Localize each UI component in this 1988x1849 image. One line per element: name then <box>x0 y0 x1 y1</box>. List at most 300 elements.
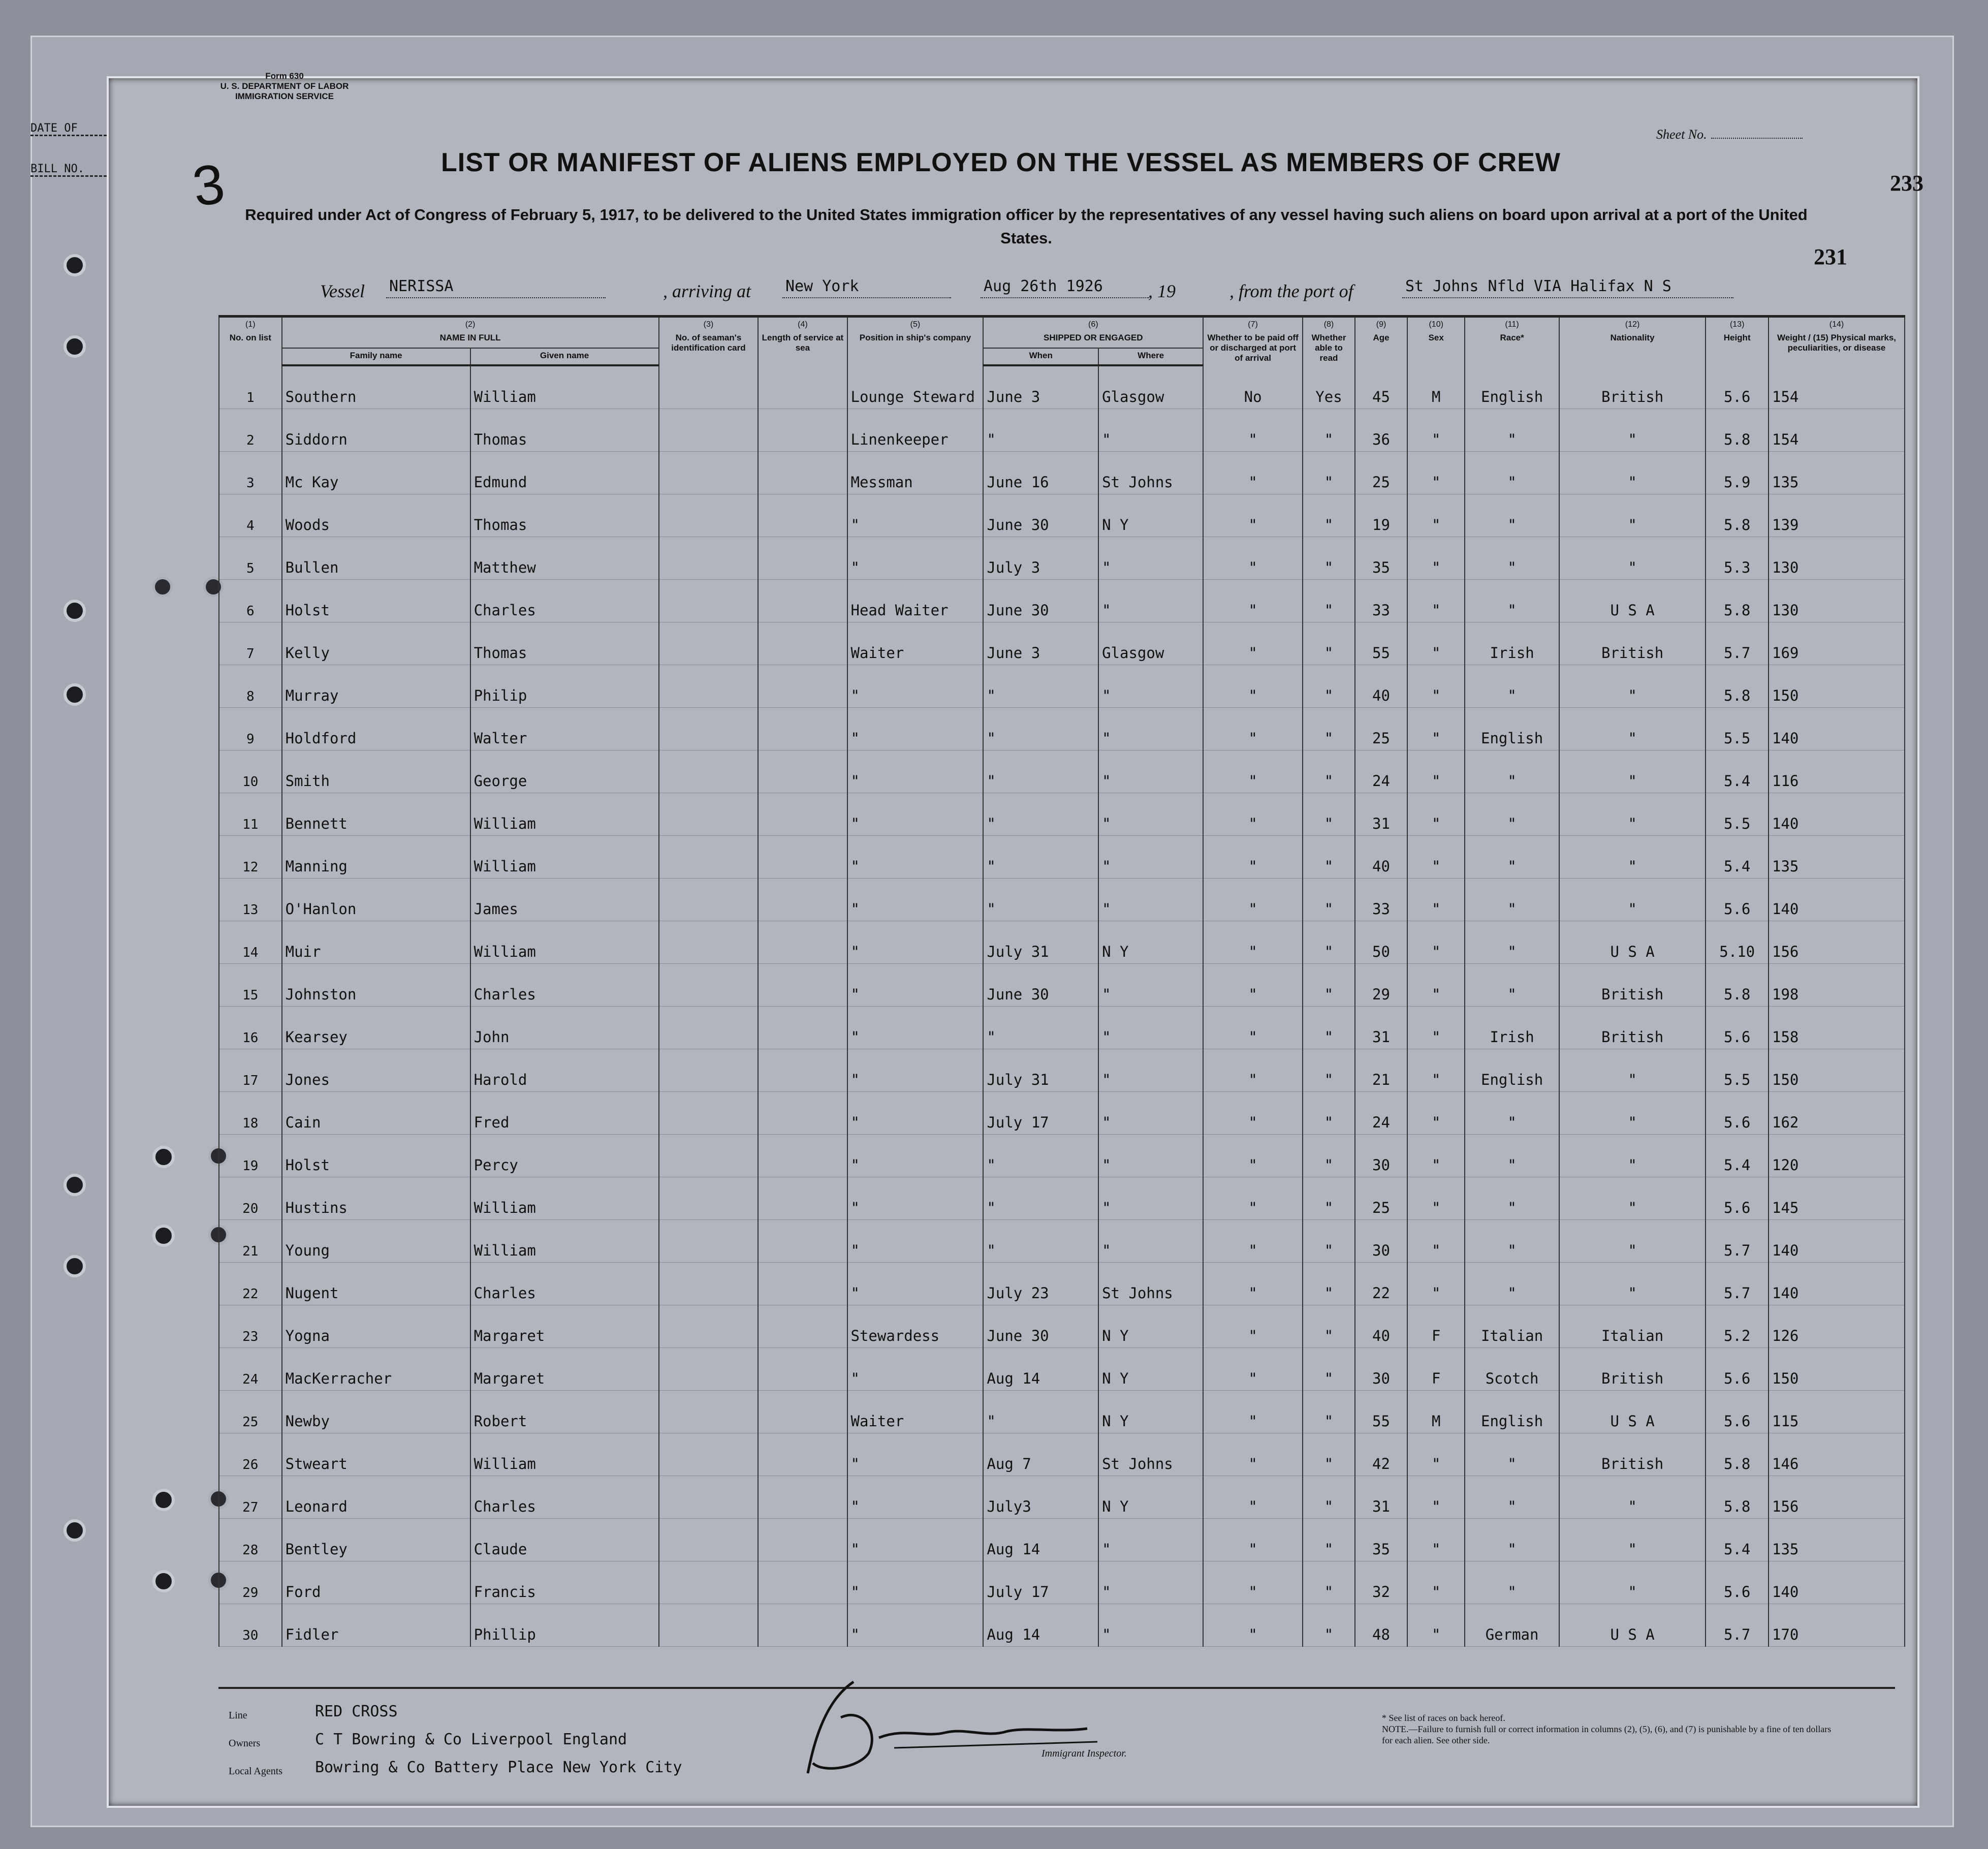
cell-nationality: " <box>1559 1177 1706 1220</box>
cell-height: 5.10 <box>1706 921 1769 964</box>
header-nationality: (12) Nationality <box>1559 317 1706 366</box>
cell-id-card <box>659 1604 759 1647</box>
cell-service-length <box>758 921 847 964</box>
owners-value: C T Bowring & Co Liverpool England <box>315 1731 627 1748</box>
cell-height: 5.6 <box>1706 1007 1769 1049</box>
cell-family-name: Nugent <box>282 1263 470 1305</box>
cell-shipped-where: St Johns <box>1098 452 1203 494</box>
cell-shipped-where: " <box>1098 879 1203 921</box>
cell-family-name: Mc Kay <box>282 452 470 494</box>
cell-race: " <box>1465 409 1559 452</box>
cell-race: English <box>1465 365 1559 409</box>
cell-able-to-read: " <box>1303 580 1355 622</box>
cell-family-name: Bentley <box>282 1519 470 1561</box>
service-name: IMMIGRATION SERVICE <box>235 91 334 101</box>
cell-shipped-when: June 30 <box>983 580 1098 622</box>
cell-id-card <box>659 365 759 409</box>
cell-age: 45 <box>1355 365 1407 409</box>
header-service-length: (4) Length of service at sea <box>758 317 847 366</box>
cell-race: " <box>1465 750 1559 793</box>
punch-hole <box>64 1174 86 1196</box>
cell-paid-off: " <box>1203 793 1303 836</box>
cell-family-name: Stweart <box>282 1433 470 1476</box>
cell-weight: 169 <box>1769 622 1905 665</box>
cell-paid-off: " <box>1203 452 1303 494</box>
cell-position: " <box>847 750 984 793</box>
cell-sex: " <box>1407 1092 1465 1135</box>
cell-race: " <box>1465 452 1559 494</box>
cell-age: 40 <box>1355 665 1407 708</box>
cell-weight: 158 <box>1769 1007 1905 1049</box>
cell-weight: 130 <box>1769 580 1905 622</box>
cell-nationality: U S A <box>1559 921 1706 964</box>
header-row <box>219 317 1905 349</box>
cell-paid-off: " <box>1203 1135 1303 1177</box>
cell-shipped-when: " <box>983 1220 1098 1263</box>
table-row <box>219 580 1905 622</box>
cell-able-to-read: " <box>1303 750 1355 793</box>
table-row <box>219 537 1905 580</box>
cell-position: " <box>847 1220 984 1263</box>
cell-id-card <box>659 1519 759 1561</box>
cell-height: 5.8 <box>1706 1476 1769 1519</box>
cell-height: 5.4 <box>1706 836 1769 879</box>
punch-hole <box>64 254 86 276</box>
cell-able-to-read: " <box>1303 1305 1355 1348</box>
cell-height: 5.4 <box>1706 1519 1769 1561</box>
cell-shipped-where: " <box>1098 1049 1203 1092</box>
cell-age: 24 <box>1355 1092 1407 1135</box>
cell-service-length <box>758 1007 847 1049</box>
cell-shipped-where: " <box>1098 750 1203 793</box>
punch-hole <box>64 600 86 622</box>
cell-shipped-where: " <box>1098 1561 1203 1604</box>
cell-given-name: Charles <box>470 580 659 622</box>
cell-sex: " <box>1407 879 1465 921</box>
cell-paid-off: " <box>1203 1092 1303 1135</box>
cell-given-name: Margaret <box>470 1305 659 1348</box>
cell-nationality: " <box>1559 836 1706 879</box>
cell-service-length <box>758 494 847 537</box>
table-row <box>219 1092 1905 1135</box>
arriving-at: New York <box>782 277 951 298</box>
cell-weight: 140 <box>1769 793 1905 836</box>
cell-service-length <box>758 1476 847 1519</box>
cell-race: Irish <box>1465 1007 1559 1049</box>
cell-race: " <box>1465 1476 1559 1519</box>
department-name: U. S. DEPARTMENT OF LABOR <box>220 81 349 91</box>
cell-service-length <box>758 1433 847 1476</box>
cell-given-name: William <box>470 365 659 409</box>
cell-service-length <box>758 1519 847 1561</box>
cell-shipped-when: " <box>983 1177 1098 1220</box>
cell-sex: " <box>1407 1220 1465 1263</box>
cell-age: 25 <box>1355 452 1407 494</box>
cell-weight: 140 <box>1769 879 1905 921</box>
cell-able-to-read: " <box>1303 494 1355 537</box>
cell-race: Irish <box>1465 622 1559 665</box>
punch-hole <box>64 1519 86 1542</box>
cell-sex: " <box>1407 1049 1465 1092</box>
cell-service-length <box>758 1305 847 1348</box>
cell-weight: 115 <box>1769 1391 1905 1433</box>
cell-position: Head Waiter <box>847 580 984 622</box>
header-read: (8) Whether able to read <box>1303 317 1355 366</box>
cell-able-to-read: " <box>1303 1049 1355 1092</box>
cell-sex: " <box>1407 409 1465 452</box>
cell-position: Lounge Steward <box>847 365 984 409</box>
cell-able-to-read: " <box>1303 921 1355 964</box>
stamped-number-233: 233 <box>1890 171 1923 196</box>
cell-service-length <box>758 1561 847 1604</box>
punch-hole <box>152 1570 175 1592</box>
cell-shipped-when: July3 <box>983 1476 1098 1519</box>
cell-race: " <box>1465 1092 1559 1135</box>
cell-height: 5.6 <box>1706 879 1769 921</box>
table-row <box>219 1007 1905 1049</box>
note-penalty: NOTE.—Failure to furnish full or correct information in columns (2), (5), (6), and (7) is punishable by a fine of ten dollars for each alien. See other side. <box>1382 1724 1832 1745</box>
cell-position: Messman <box>847 452 984 494</box>
cell-age: 42 <box>1355 1433 1407 1476</box>
table-row <box>219 1433 1905 1476</box>
cell-able-to-read: " <box>1303 1476 1355 1519</box>
header-height: (13) Height <box>1706 317 1769 366</box>
cell-sex: " <box>1407 1519 1465 1561</box>
cell-given-name: Matthew <box>470 537 659 580</box>
cell-paid-off: " <box>1203 1561 1303 1604</box>
table-row <box>219 1561 1905 1604</box>
cell-height: 5.5 <box>1706 708 1769 750</box>
cell-sex: M <box>1407 365 1465 409</box>
cell-row-number: 6 <box>219 580 282 622</box>
header-id-card: (3) No. of seaman's identification card <box>659 317 759 366</box>
cell-race: " <box>1465 1220 1559 1263</box>
cell-paid-off: " <box>1203 1177 1303 1220</box>
cell-age: 25 <box>1355 1177 1407 1220</box>
cell-sex: " <box>1407 1476 1465 1519</box>
cell-given-name: Phillip <box>470 1604 659 1647</box>
cell-sex: " <box>1407 836 1465 879</box>
cell-weight: 139 <box>1769 494 1905 537</box>
cell-paid-off: " <box>1203 1604 1303 1647</box>
cell-row-number: 30 <box>219 1604 282 1647</box>
cell-sex: " <box>1407 452 1465 494</box>
cell-weight: 140 <box>1769 1263 1905 1305</box>
cell-id-card <box>659 1049 759 1092</box>
cell-id-card <box>659 1092 759 1135</box>
cell-race: " <box>1465 879 1559 921</box>
cell-shipped-when: June 30 <box>983 964 1098 1007</box>
table-row <box>219 750 1905 793</box>
cell-shipped-where: " <box>1098 836 1203 879</box>
cell-family-name: Fidler <box>282 1604 470 1647</box>
cell-age: 36 <box>1355 409 1407 452</box>
cell-paid-off: " <box>1203 1348 1303 1391</box>
cell-family-name: Kelly <box>282 622 470 665</box>
cell-paid-off: No <box>1203 365 1303 409</box>
table-row <box>219 452 1905 494</box>
cell-race: German <box>1465 1604 1559 1647</box>
cell-sex: " <box>1407 1433 1465 1476</box>
cell-nationality: " <box>1559 409 1706 452</box>
cell-height: 5.7 <box>1706 1263 1769 1305</box>
cell-nationality: " <box>1559 494 1706 537</box>
cell-race: Scotch <box>1465 1348 1559 1391</box>
header-family-name: Family name <box>282 348 470 365</box>
cell-nationality: U S A <box>1559 1604 1706 1647</box>
cell-sex: M <box>1407 1391 1465 1433</box>
cell-age: 25 <box>1355 708 1407 750</box>
cell-sex: " <box>1407 750 1465 793</box>
cell-height: 5.7 <box>1706 1220 1769 1263</box>
cell-service-length <box>758 1220 847 1263</box>
cell-paid-off: " <box>1203 1305 1303 1348</box>
cell-able-to-read: " <box>1303 1391 1355 1433</box>
cell-sex: " <box>1407 964 1465 1007</box>
cell-able-to-read: " <box>1303 708 1355 750</box>
note-races: * See list of races on back hereof. <box>1382 1713 1505 1723</box>
cell-shipped-where: " <box>1098 964 1203 1007</box>
cell-paid-off: " <box>1203 1391 1303 1433</box>
cell-paid-off: " <box>1203 409 1303 452</box>
cell-given-name: William <box>470 921 659 964</box>
cell-height: 5.7 <box>1706 622 1769 665</box>
cell-age: 33 <box>1355 879 1407 921</box>
cell-given-name: William <box>470 1220 659 1263</box>
cell-row-number: 24 <box>219 1348 282 1391</box>
inspector-signature <box>793 1672 1108 1783</box>
cell-age: 19 <box>1355 494 1407 537</box>
cell-sex: " <box>1407 1263 1465 1305</box>
cell-given-name: Claude <box>470 1519 659 1561</box>
cell-service-length <box>758 964 847 1007</box>
table-row <box>219 1519 1905 1561</box>
cell-shipped-when: " <box>983 836 1098 879</box>
cell-weight: 126 <box>1769 1305 1905 1348</box>
cell-shipped-where: " <box>1098 409 1203 452</box>
cell-nationality: " <box>1559 879 1706 921</box>
cell-weight: 150 <box>1769 665 1905 708</box>
cell-weight: 170 <box>1769 1604 1905 1647</box>
cell-family-name: Holst <box>282 1135 470 1177</box>
cell-shipped-where: " <box>1098 1220 1203 1263</box>
cell-age: 48 <box>1355 1604 1407 1647</box>
cell-nationality: British <box>1559 622 1706 665</box>
cell-id-card <box>659 964 759 1007</box>
cell-shipped-when: Aug 7 <box>983 1433 1098 1476</box>
cell-height: 5.6 <box>1706 1092 1769 1135</box>
year-label: , 19 <box>1148 281 1176 301</box>
cell-age: 40 <box>1355 1305 1407 1348</box>
cell-family-name: Leonard <box>282 1476 470 1519</box>
cell-service-length <box>758 365 847 409</box>
cell-race: " <box>1465 1433 1559 1476</box>
owners-label: Owners <box>229 1738 261 1749</box>
punch-hole <box>152 1225 175 1247</box>
cell-shipped-where: N Y <box>1098 1305 1203 1348</box>
from-port-label: , from the port of <box>1229 281 1353 301</box>
cell-paid-off: " <box>1203 537 1303 580</box>
cell-shipped-when: " <box>983 750 1098 793</box>
cell-race: Italian <box>1465 1305 1559 1348</box>
cell-able-to-read: " <box>1303 1433 1355 1476</box>
cell-given-name: Philip <box>470 665 659 708</box>
cell-paid-off: " <box>1203 750 1303 793</box>
cell-weight: 150 <box>1769 1348 1905 1391</box>
cell-age: 55 <box>1355 622 1407 665</box>
owners-field <box>229 1731 627 1749</box>
cell-nationality: " <box>1559 537 1706 580</box>
cell-height: 5.6 <box>1706 1177 1769 1220</box>
cell-shipped-where: " <box>1098 708 1203 750</box>
cell-weight: 140 <box>1769 1561 1905 1604</box>
header-when: When <box>983 348 1098 365</box>
cell-shipped-when: Aug 14 <box>983 1519 1098 1561</box>
cell-id-card <box>659 1348 759 1391</box>
cell-sex: " <box>1407 580 1465 622</box>
cell-row-number: 20 <box>219 1177 282 1220</box>
cell-sex: " <box>1407 1007 1465 1049</box>
inspector-label: Immigrant Inspector. <box>1042 1748 1127 1759</box>
cell-paid-off: " <box>1203 1007 1303 1049</box>
cell-row-number: 17 <box>219 1049 282 1092</box>
cell-shipped-when: " <box>983 879 1098 921</box>
cell-nationality: " <box>1559 1476 1706 1519</box>
cell-weight: 156 <box>1769 1476 1905 1519</box>
cell-id-card <box>659 879 759 921</box>
cell-height: 5.8 <box>1706 580 1769 622</box>
cell-given-name: Thomas <box>470 494 659 537</box>
cell-weight: 130 <box>1769 537 1905 580</box>
cell-shipped-when: " <box>983 1135 1098 1177</box>
cell-shipped-when: July 17 <box>983 1092 1098 1135</box>
cell-family-name: Hustins <box>282 1177 470 1220</box>
cell-id-card <box>659 494 759 537</box>
cell-shipped-where: " <box>1098 1519 1203 1561</box>
cell-position: " <box>847 921 984 964</box>
vessel-label: Vessel <box>320 281 365 301</box>
header-race: (11) Race* <box>1465 317 1559 366</box>
cell-age: 31 <box>1355 793 1407 836</box>
cell-shipped-where: " <box>1098 1135 1203 1177</box>
header-position: (5) Position in ship's company <box>847 317 984 366</box>
cell-service-length <box>758 1092 847 1135</box>
cell-shipped-when: " <box>983 1391 1098 1433</box>
cell-given-name: William <box>470 1433 659 1476</box>
table-row <box>219 964 1905 1007</box>
cell-shipped-where: " <box>1098 537 1203 580</box>
cell-nationality: " <box>1559 1519 1706 1561</box>
cell-position: " <box>847 494 984 537</box>
header-name: (2) NAME IN FULL <box>282 317 659 349</box>
cell-sex: " <box>1407 494 1465 537</box>
cell-race: " <box>1465 1519 1559 1561</box>
cell-row-number: 25 <box>219 1391 282 1433</box>
cell-position: Stewardess <box>847 1305 984 1348</box>
cell-paid-off: " <box>1203 580 1303 622</box>
back-sheet-stub <box>30 122 117 203</box>
cell-weight: 135 <box>1769 1519 1905 1561</box>
cell-family-name: Johnston <box>282 964 470 1007</box>
cell-shipped-when: Aug 14 <box>983 1604 1098 1647</box>
cell-shipped-when: " <box>983 793 1098 836</box>
cell-race: " <box>1465 1135 1559 1177</box>
cell-given-name: Robert <box>470 1391 659 1433</box>
form-identifier <box>198 71 371 102</box>
cell-age: 50 <box>1355 921 1407 964</box>
cell-row-number: 5 <box>219 537 282 580</box>
cell-paid-off: " <box>1203 1220 1303 1263</box>
table-row <box>219 365 1905 409</box>
cell-nationality: " <box>1559 750 1706 793</box>
stub-bill-label: BILL NO. <box>30 163 107 177</box>
crew-manifest-table <box>218 315 1905 1647</box>
cell-age: 30 <box>1355 1135 1407 1177</box>
punch-hole <box>64 1255 86 1277</box>
cell-age: 35 <box>1355 1519 1407 1561</box>
cell-shipped-when: " <box>983 1007 1098 1049</box>
cell-service-length <box>758 1135 847 1177</box>
cell-service-length <box>758 1263 847 1305</box>
cell-able-to-read: " <box>1303 1092 1355 1135</box>
cell-family-name: Woods <box>282 494 470 537</box>
cell-id-card <box>659 1177 759 1220</box>
cell-position: Waiter <box>847 1391 984 1433</box>
cell-race: " <box>1465 921 1559 964</box>
cell-id-card <box>659 1433 759 1476</box>
cell-nationality: U S A <box>1559 580 1706 622</box>
cell-position: " <box>847 1604 984 1647</box>
cell-family-name: O'Hanlon <box>282 879 470 921</box>
cell-weight: 120 <box>1769 1135 1905 1177</box>
table-row <box>219 1305 1905 1348</box>
cell-position: " <box>847 1519 984 1561</box>
cell-race: " <box>1465 964 1559 1007</box>
document-subtitle: Required under Act of Congress of February 5, 1917, to be delivered to the United States immigration officer by the representatives of any vessel having such aliens on board upon arrival at a port of the United States. <box>245 206 1808 247</box>
cell-nationality: British <box>1559 1433 1706 1476</box>
cell-able-to-read: " <box>1303 964 1355 1007</box>
table-row <box>219 879 1905 921</box>
table-row <box>219 1391 1905 1433</box>
cell-position: " <box>847 1135 984 1177</box>
cell-race: " <box>1465 1561 1559 1604</box>
cell-height: 5.8 <box>1706 964 1769 1007</box>
cell-nationality: " <box>1559 1135 1706 1177</box>
punch-hole <box>64 335 86 358</box>
cell-row-number: 10 <box>219 750 282 793</box>
cell-able-to-read: " <box>1303 622 1355 665</box>
punch-hole <box>152 1146 175 1168</box>
table-row <box>219 1220 1905 1263</box>
cell-id-card <box>659 580 759 622</box>
cell-height: 5.4 <box>1706 750 1769 793</box>
cell-row-number: 15 <box>219 964 282 1007</box>
cell-weight: 154 <box>1769 409 1905 452</box>
cell-family-name: Siddorn <box>282 409 470 452</box>
cell-able-to-read: " <box>1303 1348 1355 1391</box>
cell-paid-off: " <box>1203 1476 1303 1519</box>
cell-position: " <box>847 836 984 879</box>
cell-able-to-read: " <box>1303 1561 1355 1604</box>
cell-shipped-where: " <box>1098 793 1203 836</box>
cell-sex: " <box>1407 1135 1465 1177</box>
cell-service-length <box>758 836 847 879</box>
cell-shipped-when: " <box>983 665 1098 708</box>
cell-given-name: George <box>470 750 659 793</box>
cell-weight: 135 <box>1769 452 1905 494</box>
cell-row-number: 23 <box>219 1305 282 1348</box>
cell-shipped-where: " <box>1098 1092 1203 1135</box>
